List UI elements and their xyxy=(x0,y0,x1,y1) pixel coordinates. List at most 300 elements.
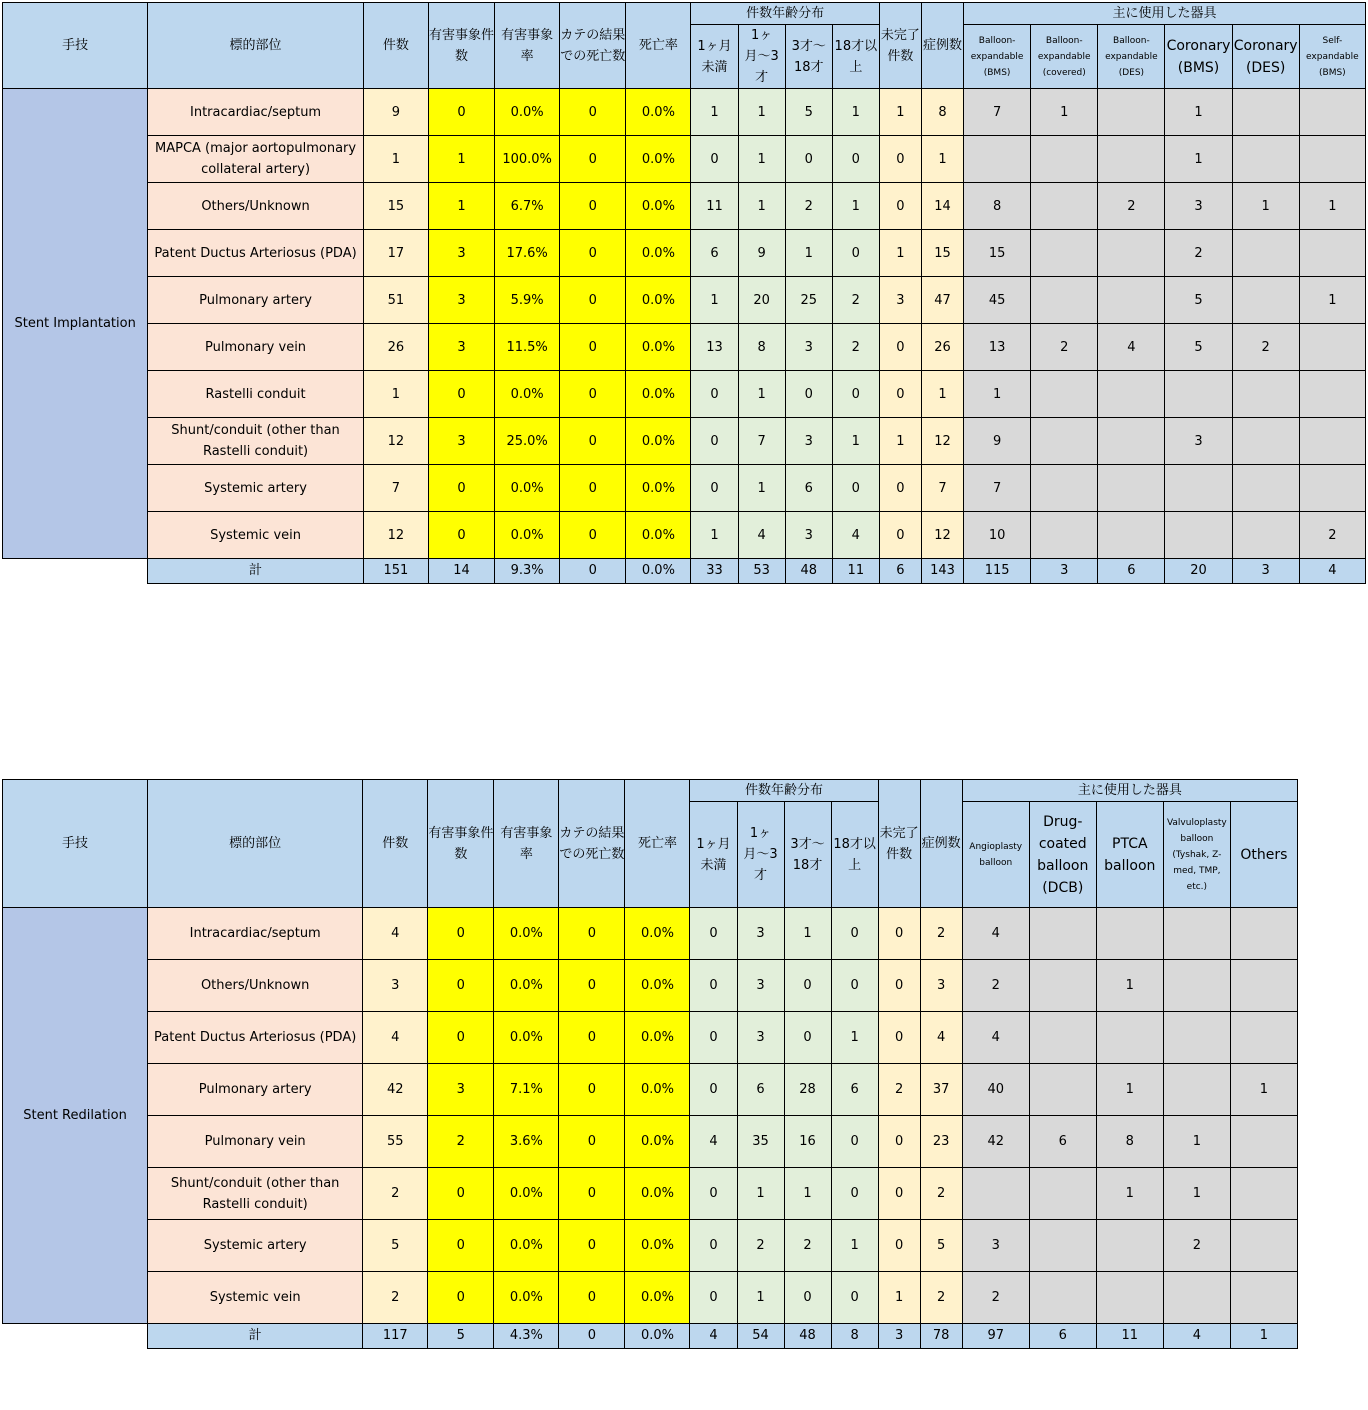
incomplete-cell: 0 xyxy=(878,960,920,1012)
age-cell: 9 xyxy=(738,230,785,277)
cases-cell: 8 xyxy=(921,89,963,136)
device-cell xyxy=(1163,960,1230,1012)
incomplete-cell: 0 xyxy=(879,371,921,418)
device-cell xyxy=(1299,418,1365,465)
device-cell xyxy=(1230,1116,1297,1168)
device-cell: 4 xyxy=(962,908,1029,960)
incomplete-cell: 0 xyxy=(879,512,921,559)
device-cell: 42 xyxy=(962,1116,1029,1168)
age-cell: 2 xyxy=(784,1220,831,1272)
cases-cell: 1 xyxy=(921,371,963,418)
table-row xyxy=(3,512,1366,559)
incomplete-cell: 0 xyxy=(879,324,921,371)
header-row xyxy=(3,780,1298,802)
age-cell: 0 xyxy=(691,136,738,183)
header-device-col: Valvuloplasty balloon (Tyshak, Z-med, TMP, etc.) xyxy=(1163,802,1230,908)
device-cell xyxy=(1031,418,1098,465)
site-cell: Systemic artery xyxy=(148,1220,363,1272)
site-cell: Systemic vein xyxy=(148,1272,363,1324)
device-cell xyxy=(1165,371,1232,418)
age-cell: 0 xyxy=(831,960,878,1012)
age-cell: 1 xyxy=(784,908,831,960)
mortality-cell: 0.0% xyxy=(625,1012,690,1064)
cases-cell: 3 xyxy=(920,960,962,1012)
site-cell: Pulmonary vein xyxy=(148,324,363,371)
ae-count-cell: 1 xyxy=(428,183,494,230)
device-cell: 2 xyxy=(1232,324,1299,371)
incomplete-cell: 0 xyxy=(878,908,920,960)
table-row xyxy=(3,1168,1298,1220)
header-device-col: PTCA balloon xyxy=(1096,802,1163,908)
ae-rate-cell: 0.0% xyxy=(494,908,559,960)
total-age-cell: 48 xyxy=(785,559,832,584)
table-row xyxy=(3,908,1298,960)
device-cell: 2 xyxy=(1031,324,1098,371)
cases-cell: 1 xyxy=(921,136,963,183)
header-age-col: 3才〜18才 xyxy=(785,25,832,89)
total-label: 計 xyxy=(148,1324,363,1349)
total-ae-count: 5 xyxy=(428,1324,494,1349)
header-age-col: 1ヶ月未満 xyxy=(691,25,738,89)
total-incomplete: 3 xyxy=(878,1324,920,1349)
procedure-cell: Stent Implantation xyxy=(3,89,148,559)
age-cell: 0 xyxy=(831,1116,878,1168)
device-cell: 8 xyxy=(1096,1116,1163,1168)
device-cell xyxy=(1098,371,1165,418)
age-cell: 0 xyxy=(831,1272,878,1324)
device-cell xyxy=(1165,512,1232,559)
age-cell: 2 xyxy=(785,183,832,230)
age-cell: 20 xyxy=(738,277,785,324)
incomplete-cell: 0 xyxy=(878,1116,920,1168)
mortality-cell: 0.0% xyxy=(626,465,691,512)
device-cell xyxy=(1232,512,1299,559)
cath-death-cell: 0 xyxy=(560,230,626,277)
device-cell xyxy=(1031,183,1098,230)
ae-count-cell: 0 xyxy=(428,371,494,418)
age-cell: 25 xyxy=(785,277,832,324)
age-cell: 5 xyxy=(785,89,832,136)
age-cell: 1 xyxy=(831,1012,878,1064)
device-cell: 3 xyxy=(1165,183,1232,230)
cases-cell: 37 xyxy=(920,1064,962,1116)
device-cell xyxy=(1230,960,1297,1012)
ae-rate-cell: 0.0% xyxy=(494,1012,559,1064)
device-cell xyxy=(1230,908,1297,960)
header-device-group: 主に使用した器具 xyxy=(962,780,1297,802)
ae-rate-cell: 100.0% xyxy=(495,136,560,183)
age-cell: 1 xyxy=(691,277,738,324)
table-row xyxy=(3,1272,1298,1324)
age-cell: 0 xyxy=(831,908,878,960)
site-cell: Pulmonary artery xyxy=(148,277,363,324)
device-cell xyxy=(1029,1012,1096,1064)
mortality-cell: 0.0% xyxy=(625,1168,690,1220)
blank-cell xyxy=(3,1324,148,1349)
ae-rate-cell: 25.0% xyxy=(495,418,560,465)
device-cell xyxy=(1029,908,1096,960)
cases-cell: 14 xyxy=(921,183,963,230)
age-cell: 6 xyxy=(737,1064,784,1116)
device-cell xyxy=(1230,1168,1297,1220)
header-age-col: 1ヶ月未満 xyxy=(690,802,737,908)
total-row xyxy=(3,559,1366,584)
header-device-group: 主に使用した器具 xyxy=(964,3,1366,25)
count-cell: 2 xyxy=(363,1168,428,1220)
device-cell xyxy=(1031,230,1098,277)
ae-rate-cell: 0.0% xyxy=(495,465,560,512)
device-cell xyxy=(1098,512,1165,559)
count-cell: 3 xyxy=(363,960,428,1012)
cases-cell: 12 xyxy=(921,512,963,559)
device-cell xyxy=(962,1168,1029,1220)
header-incomplete: 未完了件数 xyxy=(879,3,921,89)
device-cell: 1 xyxy=(1230,1064,1297,1116)
age-cell: 6 xyxy=(831,1064,878,1116)
cases-cell: 12 xyxy=(921,418,963,465)
table-row xyxy=(3,1064,1298,1116)
device-cell xyxy=(1031,136,1098,183)
age-cell: 4 xyxy=(690,1116,737,1168)
age-cell: 0 xyxy=(784,1272,831,1324)
table-row xyxy=(3,230,1366,277)
site-cell: Pulmonary artery xyxy=(148,1064,363,1116)
device-cell: 2 xyxy=(1165,230,1232,277)
table-row xyxy=(3,183,1366,230)
age-cell: 0 xyxy=(691,418,738,465)
total-mortality: 0.0% xyxy=(626,559,691,584)
device-cell xyxy=(1098,136,1165,183)
incomplete-cell: 1 xyxy=(879,418,921,465)
table-row xyxy=(3,1220,1298,1272)
header-procedure: 手技 xyxy=(3,780,148,908)
device-cell xyxy=(964,136,1031,183)
age-cell: 1 xyxy=(737,1272,784,1324)
cath-death-cell: 0 xyxy=(559,1272,625,1324)
device-cell xyxy=(1098,230,1165,277)
site-cell: Pulmonary vein xyxy=(148,1116,363,1168)
header-age-group: 件数年齢分布 xyxy=(690,780,878,802)
device-cell: 1 xyxy=(1096,960,1163,1012)
cath-death-cell: 0 xyxy=(559,1116,625,1168)
device-cell xyxy=(1232,371,1299,418)
total-mortality: 0.0% xyxy=(625,1324,690,1349)
header-age-col: 1ヶ月〜3才 xyxy=(737,802,784,908)
age-cell: 1 xyxy=(738,371,785,418)
age-cell: 1 xyxy=(785,230,832,277)
cath-death-cell: 0 xyxy=(560,183,626,230)
cases-cell: 7 xyxy=(921,465,963,512)
age-cell: 2 xyxy=(832,324,879,371)
cases-cell: 2 xyxy=(920,1168,962,1220)
header-device-col: Angioplasty balloon xyxy=(962,802,1029,908)
incomplete-cell: 0 xyxy=(879,465,921,512)
header-ae-count: 有害事象件数 xyxy=(428,3,494,89)
total-cath-death: 0 xyxy=(560,559,626,584)
ae-rate-cell: 0.0% xyxy=(494,1168,559,1220)
header-device-col: Drug-coated balloon (DCB) xyxy=(1029,802,1096,908)
age-cell: 0 xyxy=(784,960,831,1012)
total-cases: 78 xyxy=(920,1324,962,1349)
site-cell: Systemic artery xyxy=(148,465,363,512)
ae-count-cell: 3 xyxy=(428,324,494,371)
incomplete-cell: 0 xyxy=(878,1168,920,1220)
device-cell: 4 xyxy=(962,1012,1029,1064)
ae-count-cell: 0 xyxy=(428,1012,494,1064)
header-count: 件数 xyxy=(363,3,428,89)
total-count: 151 xyxy=(363,559,428,584)
ae-rate-cell: 0.0% xyxy=(494,960,559,1012)
incomplete-cell: 3 xyxy=(879,277,921,324)
age-cell: 0 xyxy=(831,1168,878,1220)
header-count: 件数 xyxy=(363,780,428,908)
header-device-col: Balloon-expandable (DES) xyxy=(1098,25,1165,89)
header-device-col: Others xyxy=(1230,802,1297,908)
device-cell xyxy=(1163,1012,1230,1064)
total-ae-rate: 4.3% xyxy=(494,1324,559,1349)
count-cell: 42 xyxy=(363,1064,428,1116)
table-row xyxy=(3,465,1366,512)
ae-rate-cell: 0.0% xyxy=(495,512,560,559)
device-cell xyxy=(1098,418,1165,465)
header-device-col: Balloon-expandable (BMS) xyxy=(964,25,1031,89)
total-ae-rate: 9.3% xyxy=(495,559,560,584)
count-cell: 55 xyxy=(363,1116,428,1168)
age-cell: 0 xyxy=(690,960,737,1012)
age-cell: 2 xyxy=(832,277,879,324)
ae-count-cell: 0 xyxy=(428,512,494,559)
count-cell: 12 xyxy=(363,418,428,465)
device-cell: 40 xyxy=(962,1064,1029,1116)
header-cases: 症例数 xyxy=(921,3,963,89)
cath-death-cell: 0 xyxy=(560,277,626,324)
age-cell: 1 xyxy=(832,183,879,230)
device-cell: 2 xyxy=(962,1272,1029,1324)
table-row xyxy=(3,324,1366,371)
ae-rate-cell: 0.0% xyxy=(494,1272,559,1324)
total-age-cell: 8 xyxy=(831,1324,878,1349)
site-cell: Patent Ductus Arteriosus (PDA) xyxy=(148,1012,363,1064)
cath-death-cell: 0 xyxy=(560,465,626,512)
cases-cell: 23 xyxy=(920,1116,962,1168)
age-cell: 0 xyxy=(832,230,879,277)
cath-death-cell: 0 xyxy=(560,89,626,136)
total-age-cell: 48 xyxy=(784,1324,831,1349)
header-incomplete: 未完了件数 xyxy=(878,780,920,908)
device-cell xyxy=(1299,136,1365,183)
header-cases: 症例数 xyxy=(920,780,962,908)
ae-rate-cell: 0.0% xyxy=(495,371,560,418)
age-cell: 1 xyxy=(737,1168,784,1220)
device-cell: 5 xyxy=(1165,277,1232,324)
device-cell xyxy=(1299,230,1365,277)
mortality-cell: 0.0% xyxy=(625,1116,690,1168)
device-cell: 8 xyxy=(964,183,1031,230)
device-cell: 1 xyxy=(1232,183,1299,230)
ae-rate-cell: 11.5% xyxy=(495,324,560,371)
cath-death-cell: 0 xyxy=(560,371,626,418)
device-cell: 9 xyxy=(964,418,1031,465)
total-device-cell: 97 xyxy=(962,1324,1029,1349)
age-cell: 0 xyxy=(785,371,832,418)
site-cell: Intracardiac/septum xyxy=(148,89,363,136)
device-cell xyxy=(1098,465,1165,512)
table-row xyxy=(3,371,1366,418)
device-cell xyxy=(1029,1168,1096,1220)
device-cell: 7 xyxy=(964,89,1031,136)
device-cell: 1 xyxy=(1163,1168,1230,1220)
device-cell: 1 xyxy=(1165,136,1232,183)
procedure-cell: Stent Redilation xyxy=(3,908,148,1324)
cases-cell: 2 xyxy=(920,908,962,960)
site-cell: Others/Unknown xyxy=(148,960,363,1012)
header-mortality: 死亡率 xyxy=(625,780,690,908)
device-cell xyxy=(1163,1064,1230,1116)
count-cell: 15 xyxy=(363,183,428,230)
age-cell: 3 xyxy=(785,512,832,559)
site-cell: Shunt/conduit (other than Rastelli conduit) xyxy=(148,418,363,465)
device-cell: 1 xyxy=(1165,89,1232,136)
cath-death-cell: 0 xyxy=(559,908,625,960)
total-ae-count: 14 xyxy=(428,559,494,584)
age-cell: 1 xyxy=(738,183,785,230)
mortality-cell: 0.0% xyxy=(625,960,690,1012)
count-cell: 4 xyxy=(363,908,428,960)
total-device-cell: 3 xyxy=(1031,559,1098,584)
blank-cell xyxy=(3,559,148,584)
device-cell xyxy=(1299,371,1365,418)
cases-cell: 2 xyxy=(920,1272,962,1324)
device-cell: 2 xyxy=(962,960,1029,1012)
ae-count-cell: 0 xyxy=(428,1272,494,1324)
cath-death-cell: 0 xyxy=(560,136,626,183)
device-cell: 2 xyxy=(1098,183,1165,230)
mortality-cell: 0.0% xyxy=(626,418,691,465)
ae-count-cell: 0 xyxy=(428,1220,494,1272)
age-cell: 0 xyxy=(691,465,738,512)
cath-death-cell: 0 xyxy=(559,960,625,1012)
total-device-cell: 6 xyxy=(1098,559,1165,584)
incomplete-cell: 1 xyxy=(879,230,921,277)
count-cell: 51 xyxy=(363,277,428,324)
ae-count-cell: 3 xyxy=(428,1064,494,1116)
age-cell: 2 xyxy=(737,1220,784,1272)
age-cell: 3 xyxy=(737,1012,784,1064)
header-mortality: 死亡率 xyxy=(626,3,691,89)
total-device-cell: 6 xyxy=(1029,1324,1096,1349)
device-cell: 6 xyxy=(1029,1116,1096,1168)
device-cell xyxy=(1232,230,1299,277)
ae-count-cell: 0 xyxy=(428,960,494,1012)
total-cases: 143 xyxy=(921,559,963,584)
ae-rate-cell: 0.0% xyxy=(494,1220,559,1272)
ae-count-cell: 0 xyxy=(428,908,494,960)
device-cell xyxy=(1230,1012,1297,1064)
header-cath-death: カテの結果での死亡数 xyxy=(559,780,625,908)
age-cell: 0 xyxy=(691,371,738,418)
stent-redilation-table xyxy=(2,779,1298,1349)
cath-death-cell: 0 xyxy=(559,1220,625,1272)
ae-count-cell: 3 xyxy=(428,418,494,465)
mortality-cell: 0.0% xyxy=(625,908,690,960)
total-device-cell: 4 xyxy=(1163,1324,1230,1349)
ae-count-cell: 0 xyxy=(428,89,494,136)
header-age-col: 18才以上 xyxy=(831,802,878,908)
mortality-cell: 0.0% xyxy=(626,324,691,371)
age-cell: 16 xyxy=(784,1116,831,1168)
device-cell xyxy=(1096,1272,1163,1324)
age-cell: 6 xyxy=(691,230,738,277)
age-cell: 8 xyxy=(738,324,785,371)
header-procedure: 手技 xyxy=(3,3,148,89)
age-cell: 3 xyxy=(737,960,784,1012)
device-cell xyxy=(1232,89,1299,136)
device-cell xyxy=(1232,418,1299,465)
total-label: 計 xyxy=(148,559,363,584)
device-cell: 1 xyxy=(964,371,1031,418)
total-device-cell: 115 xyxy=(964,559,1031,584)
age-cell: 1 xyxy=(738,89,785,136)
device-cell xyxy=(1232,465,1299,512)
device-cell xyxy=(1299,465,1365,512)
site-cell: Others/Unknown xyxy=(148,183,363,230)
incomplete-cell: 0 xyxy=(878,1220,920,1272)
mortality-cell: 0.0% xyxy=(626,183,691,230)
device-cell xyxy=(1031,512,1098,559)
device-cell: 5 xyxy=(1165,324,1232,371)
total-device-cell: 1 xyxy=(1230,1324,1297,1349)
device-cell: 1 xyxy=(1031,89,1098,136)
device-cell xyxy=(1031,277,1098,324)
device-cell xyxy=(1299,324,1365,371)
age-cell: 0 xyxy=(832,465,879,512)
total-device-cell: 3 xyxy=(1232,559,1299,584)
header-cath-death: カテの結果での死亡数 xyxy=(560,3,626,89)
ae-rate-cell: 6.7% xyxy=(495,183,560,230)
device-cell: 1 xyxy=(1163,1116,1230,1168)
total-device-cell: 4 xyxy=(1299,559,1365,584)
age-cell: 0 xyxy=(784,1012,831,1064)
age-cell: 6 xyxy=(785,465,832,512)
device-cell xyxy=(1029,960,1096,1012)
table-row xyxy=(3,1116,1298,1168)
age-cell: 1 xyxy=(832,418,879,465)
header-ae-rate: 有害事象率 xyxy=(495,3,560,89)
device-cell xyxy=(1096,1220,1163,1272)
incomplete-cell: 1 xyxy=(878,1272,920,1324)
device-cell xyxy=(1029,1220,1096,1272)
header-device-col: Self-expandable (BMS) xyxy=(1299,25,1365,89)
total-device-cell: 20 xyxy=(1165,559,1232,584)
device-cell: 2 xyxy=(1163,1220,1230,1272)
table-row xyxy=(3,89,1366,136)
age-cell: 13 xyxy=(691,324,738,371)
age-cell: 3 xyxy=(785,418,832,465)
device-cell xyxy=(1163,908,1230,960)
total-incomplete: 6 xyxy=(879,559,921,584)
cases-cell: 5 xyxy=(920,1220,962,1272)
age-cell: 0 xyxy=(785,136,832,183)
age-cell: 0 xyxy=(690,1220,737,1272)
device-cell xyxy=(1299,89,1365,136)
cases-cell: 26 xyxy=(921,324,963,371)
mortality-cell: 0.0% xyxy=(626,136,691,183)
device-cell: 3 xyxy=(962,1220,1029,1272)
header-ae-rate: 有害事象率 xyxy=(494,780,559,908)
count-cell: 2 xyxy=(363,1272,428,1324)
header-site: 標的部位 xyxy=(148,780,363,908)
site-cell: Patent Ductus Arteriosus (PDA) xyxy=(148,230,363,277)
